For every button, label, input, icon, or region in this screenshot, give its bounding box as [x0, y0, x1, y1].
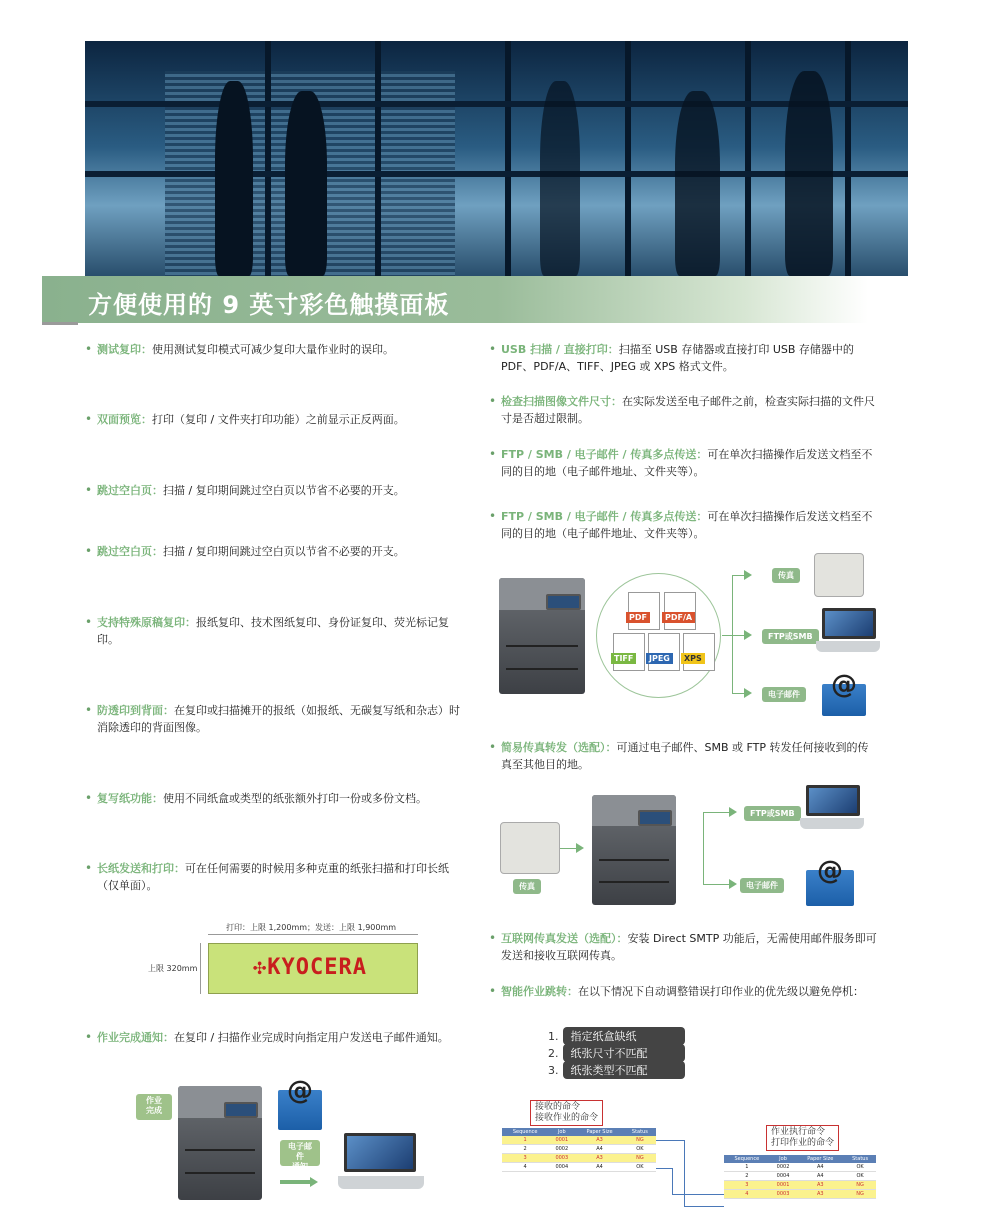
- dimension-line-top: [208, 934, 418, 935]
- received-jobs-table: Sequence Job Paper Size Status 1 0001 A3 NG 2 0002 A4 OK 3 0003 A3 NG 4 0004 A4 OK: [502, 1128, 656, 1172]
- table-row: 1 0001 A3 NG: [502, 1136, 656, 1145]
- kyocera-logo: ✣KYOCERA: [253, 955, 367, 980]
- tag-email: 电子邮件: [740, 878, 784, 893]
- bullet-check-scan-size: • 检查扫描图像文件尺寸：在实际发送至电子邮件之前，检查实际扫描的文件尺寸是否超过限制。: [489, 394, 875, 425]
- arrow-head: [744, 570, 752, 580]
- table-row: 4 0004 A4 OK: [502, 1163, 656, 1172]
- bullet-skip-blank-2: • 跳过空白页：扫描 / 复印期间跳过空白页以节省不必要的开支。: [85, 544, 405, 558]
- format-xps-icon: XPS: [683, 633, 715, 671]
- arrow-line: [703, 884, 731, 885]
- bullet-special-original: • 支持特殊原稿复印：报纸复印、技术图纸复印、身份证复印、荧光标记复印。: [85, 615, 449, 646]
- format-pdfa-icon: PDF/A: [664, 592, 696, 630]
- email-envelope-icon: @: [278, 1090, 322, 1130]
- long-paper-side-label: 上限 320mm: [148, 964, 198, 973]
- skip-list-item: 3. 纸张类型不匹配: [548, 1061, 685, 1079]
- email-envelope-icon: @: [822, 684, 866, 716]
- email-notice-tag: 电子邮件 通知: [280, 1140, 320, 1166]
- exec-jobs-table: Sequence Job Paper Size Status 1 0002 A4 OK 2 0004 A4 OK 3 0001 A3 NG 4 0003 A3 NG: [724, 1155, 876, 1199]
- connector-line: [656, 1168, 672, 1169]
- arrow-head: [744, 688, 752, 698]
- table-row: 3 0001 A3 NG: [724, 1181, 876, 1190]
- arrow-head: [729, 879, 737, 889]
- fax-machine-icon: [500, 822, 560, 874]
- page-title: 方便使用的 9 英寸彩色触摸面板: [88, 291, 450, 319]
- bullet-job-notify: • 作业完成通知：在复印 / 扫描作业完成时向指定用户发送电子邮件通知。: [85, 1030, 449, 1044]
- tag-ftp-smb: FTP或SMB: [762, 629, 819, 644]
- format-jpeg-icon: JPEG: [648, 633, 680, 671]
- bullet-multicast-1: • FTP / SMB / 电子邮件 / 传真多点传送：可在单次扫描操作后发送文档至不同的目的地（电子邮件地址、文件夹等）。: [489, 447, 873, 478]
- bullet-bleed-prevention: • 防透印到背面：在复印或扫描摊开的报纸（如报纸、无碳复写纸和杂志）时消除透印的背面图像。: [85, 703, 460, 734]
- bullet-multicast-2: • FTP / SMB / 电子邮件 / 传真多点传送：可在单次扫描操作后发送文档至不同的目的地（电子邮件地址、文件夹等）。: [489, 509, 873, 540]
- bullet-test-copy: • 测试复印：使用测试复印模式可减少复印大量作业时的误印。: [85, 342, 394, 356]
- connector-line: [656, 1140, 684, 1141]
- connector-line: [684, 1206, 724, 1207]
- connector-line: [672, 1168, 673, 1194]
- tag-email: 电子邮件: [762, 687, 806, 702]
- table-row: 4 0003 A3 NG: [724, 1190, 876, 1199]
- format-pdf-icon: PDF: [628, 592, 660, 630]
- long-paper-top-label: 打印：上限 1,200mm；发送：上限 1,900mm: [226, 923, 397, 932]
- bullet-usb-scan: • USB 扫描 / 直接打印：扫描至 USB 存储器或直接打印 USB 存储器中的 PDF、PDF/A、TIFF、JPEG 或 XPS 格式文件。: [489, 342, 854, 373]
- bullet-carbon-copy: • 复写纸功能：使用不同纸盒或类型的纸张额外打印一份或多份文档。: [85, 791, 427, 805]
- tag-ftp-smb: FTP或SMB: [744, 806, 801, 821]
- skip-list-item: 2. 纸张尺寸不匹配: [548, 1044, 685, 1062]
- arrow-line: [703, 812, 704, 884]
- table-row: 3 0003 A3 NG: [502, 1154, 656, 1163]
- format-tiff-icon: TIFF: [613, 633, 645, 671]
- arrow-head: [310, 1177, 318, 1187]
- bullet-duplex-preview: • 双面预览：打印（复印 / 文件夹打印功能）之前显示正反两面。: [85, 412, 405, 426]
- arrow-line: [703, 812, 731, 813]
- table-row: 2 0002 A4 OK: [502, 1145, 656, 1154]
- title-band-underline: [42, 322, 78, 325]
- arrow-line: [722, 635, 746, 636]
- job-done-tag: 作业 完成: [136, 1094, 172, 1120]
- exec-commands-label: 作业执行命令 打印作业的命令: [766, 1125, 839, 1151]
- arrow-head: [744, 630, 752, 640]
- laptop-icon: [338, 1133, 424, 1189]
- bullet-fax-forward: • 简易传真转发（选配）：可通过电子邮件、SMB 或 FTP 转发任何接收到的传真至其他目的地。: [489, 740, 869, 771]
- table-row: 2 0004 A4 OK: [724, 1172, 876, 1181]
- hero-image: [85, 41, 908, 276]
- bullet-smart-job-skip: • 智能作业跳转：在以下情况下自动调整错误打印作业的优先级以避免停机：: [489, 984, 864, 998]
- laptop-icon: [816, 608, 880, 652]
- skip-list-item: 1. 指定纸盒缺纸: [548, 1027, 685, 1045]
- dimension-line-side: [200, 943, 201, 994]
- bullet-long-paper: • 长纸发送和打印：可在任何需要的时候用多种克重的纸张扫描和打印长纸（仅单面）。: [85, 861, 449, 892]
- printer-image: [499, 578, 585, 694]
- fax-machine-icon: [814, 553, 864, 597]
- arrow-head: [729, 807, 737, 817]
- laptop-icon: [800, 785, 864, 829]
- tag-fax: 传真: [513, 879, 541, 894]
- arrow-line: [732, 575, 733, 693]
- printer-image: [592, 795, 676, 905]
- email-envelope-icon: @: [806, 870, 854, 906]
- arrow-line: [280, 1180, 310, 1184]
- bullet-skip-blank-1: • 跳过空白页：扫描 / 复印期间跳过空白页以节省不必要的开支。: [85, 483, 405, 497]
- tag-fax: 传真: [772, 568, 800, 583]
- arrow-head: [576, 843, 584, 853]
- connector-line: [672, 1194, 724, 1195]
- connector-line: [684, 1140, 685, 1206]
- table-row: 1 0002 A4 OK: [724, 1163, 876, 1172]
- received-commands-label: 接收的命令 接收作业的命令: [530, 1100, 603, 1126]
- bullet-internet-fax: • 互联网传真发送（选配）：安装 Direct SMTP 功能后，无需使用邮件服务即可发送和接收互联网传真。: [489, 931, 877, 962]
- printer-image: [178, 1086, 262, 1200]
